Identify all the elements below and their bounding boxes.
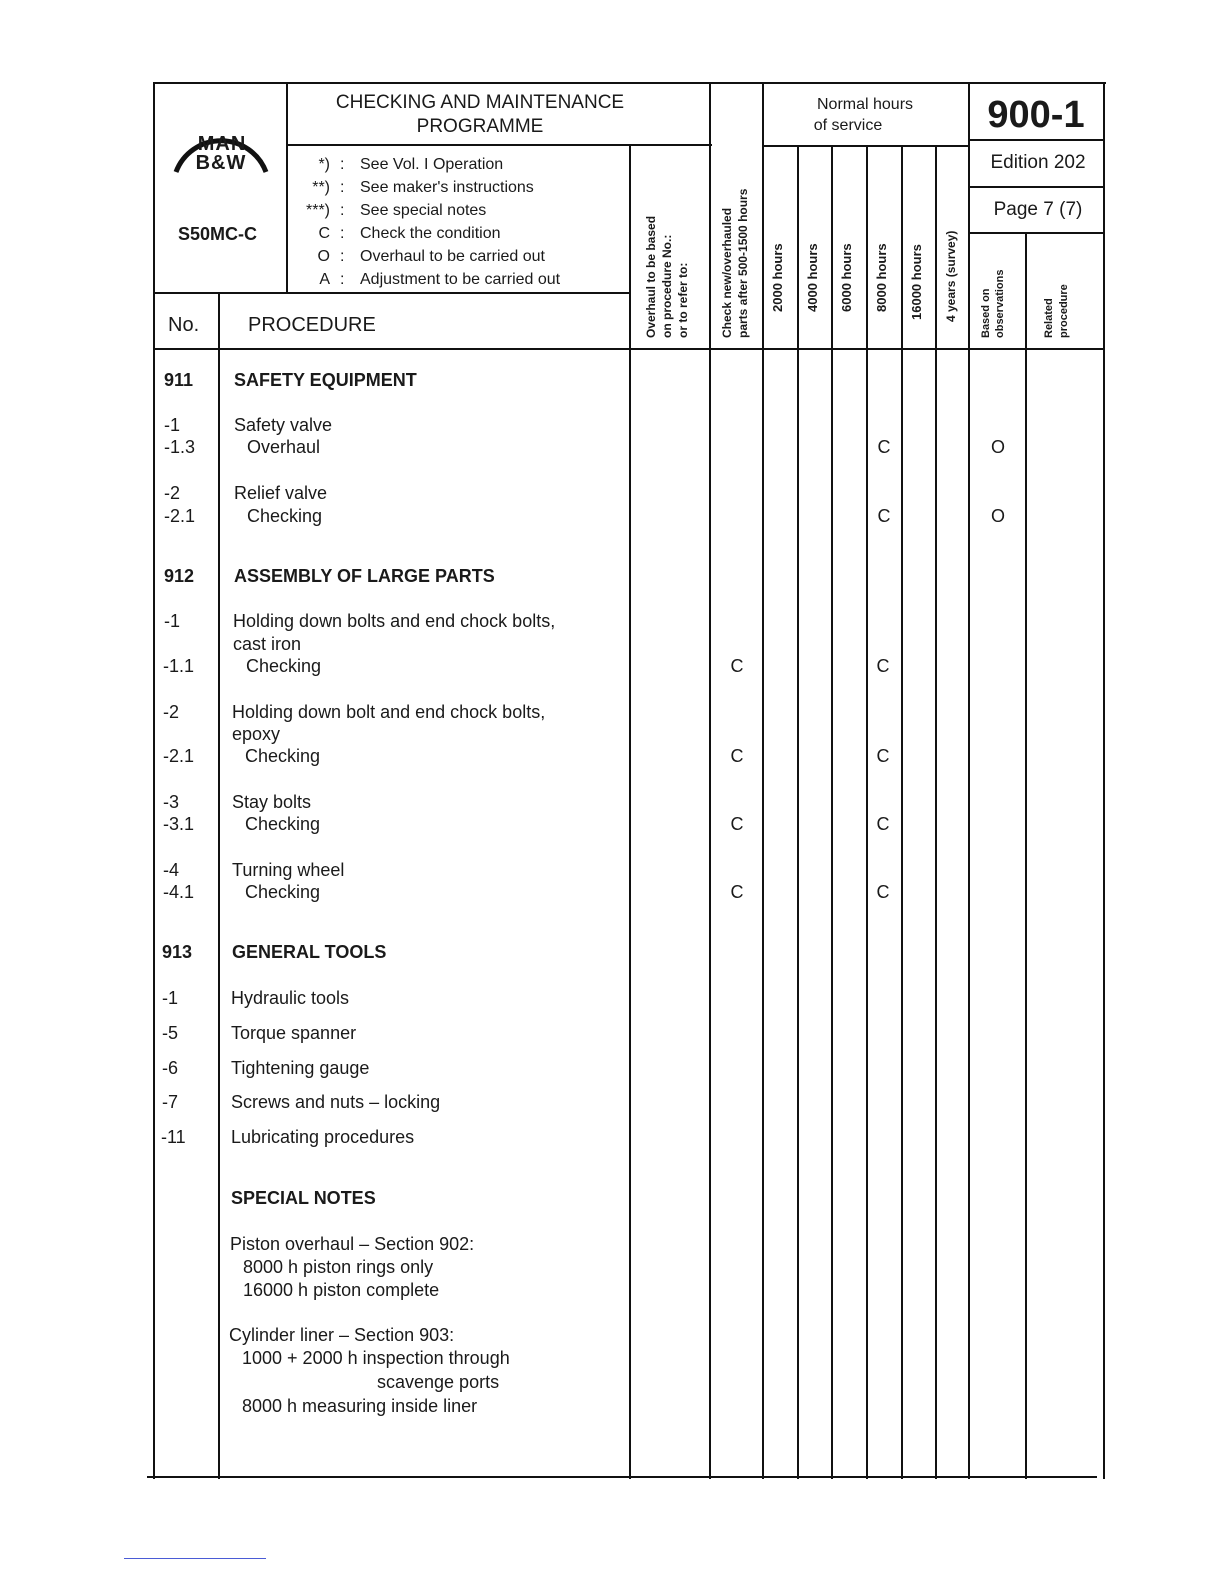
page-bottom-rule <box>968 232 1104 234</box>
mark-8000h: C <box>876 814 890 834</box>
col-header-overhaul-l1: Overhaul to be based <box>644 215 658 338</box>
row-number: -3 <box>163 792 180 812</box>
legend-symbol: A <box>319 271 330 288</box>
legend-text: See special notes <box>360 202 487 219</box>
row-number: -6 <box>162 1058 179 1078</box>
legend-symbol: C <box>318 225 330 242</box>
legend-symbol: ***) <box>305 202 330 219</box>
col-header-procedure: PROCEDURE <box>248 314 376 336</box>
row-procedure: Screws and nuts – locking <box>231 1092 441 1112</box>
row-procedure: Safety valve <box>234 415 333 435</box>
row-number: -1 <box>164 611 181 631</box>
service-header-l2: of service <box>813 117 883 134</box>
hours-header-rule <box>762 145 968 147</box>
col-header-overhaul-l2: on procedure No.: <box>660 234 674 338</box>
footer-rule <box>124 1558 266 1559</box>
legend-bottom-rule <box>154 292 630 294</box>
row-number: -4.1 <box>163 882 195 902</box>
service-header-l1: Normal hours <box>816 96 914 113</box>
no-column-divider <box>218 293 220 1479</box>
docno-bottom-rule <box>968 139 1104 141</box>
row-number: -2.1 <box>164 506 196 526</box>
row-number: -2 <box>164 483 181 503</box>
mark-based: O <box>990 506 1005 526</box>
col-header-check-l1: Check new/overhauled <box>720 207 734 338</box>
logo-divider <box>286 83 288 293</box>
mark-check: C <box>730 656 744 676</box>
legend-colon: : <box>340 271 345 288</box>
page-title-line2: PROGRAMME <box>416 116 544 137</box>
col-header-check-l2: parts after 500-1500 hours <box>736 188 750 338</box>
mark-8000h: C <box>877 506 891 526</box>
col-line-2000 <box>762 83 764 1479</box>
edition-bottom-rule <box>968 186 1104 188</box>
border-bottom <box>147 1476 1097 1478</box>
document-number: 900-1 <box>987 94 1085 136</box>
col-header-2000: 2000 hours <box>770 243 785 312</box>
col-line-4000 <box>797 146 799 1479</box>
row-procedure: Holding down bolt and end chock bolts, <box>232 702 546 722</box>
mark-8000h: C <box>877 437 891 457</box>
row-number: -7 <box>162 1092 179 1112</box>
legend-colon: : <box>340 225 345 242</box>
page-label: Page 7 (7) <box>993 199 1083 220</box>
legend-colon: : <box>340 179 345 196</box>
col-header-16000: 16000 hours <box>909 244 924 320</box>
special-notes-title: SPECIAL NOTES <box>231 1188 376 1208</box>
man-bw-logo <box>166 108 276 178</box>
col-header-6000: 6000 hours <box>839 243 854 312</box>
mark-8000h: C <box>876 746 890 766</box>
section-number: 913 <box>162 942 193 962</box>
row-procedure: Overhaul <box>247 437 321 457</box>
legend-text: Adjustment to be carried out <box>360 271 561 288</box>
row-number: -3.1 <box>163 814 195 834</box>
col-header-4years: 4 years (survey) <box>944 230 958 322</box>
row-procedure: Checking <box>245 814 321 834</box>
mark-8000h: C <box>876 882 890 902</box>
col-header-4000: 4000 hours <box>805 243 820 312</box>
col-header-overhaul-l3: or to refer to: <box>676 262 690 338</box>
row-procedure: Hydraulic tools <box>231 988 350 1008</box>
row-procedure-cont: epoxy <box>232 724 281 744</box>
row-number: -1 <box>162 988 179 1008</box>
legend-text: See maker's instructions <box>360 179 534 196</box>
mark-check: C <box>730 814 744 834</box>
col-header-based-l1: Based on <box>980 288 992 338</box>
legend-colon: : <box>340 202 345 219</box>
row-procedure: Lubricating procedures <box>231 1127 415 1147</box>
row-number: -1.3 <box>164 437 196 457</box>
row-procedure: Torque spanner <box>231 1023 357 1043</box>
col-header-8000: 8000 hours <box>874 243 889 312</box>
legend-symbol: **) <box>312 179 330 196</box>
page-title-line1: CHECKING AND MAINTENANCE <box>335 92 625 113</box>
section-number: 911 <box>164 370 194 390</box>
mark-check: C <box>730 746 744 766</box>
note-liner-line3: 8000 h measuring inside liner <box>242 1396 478 1416</box>
note-piston-line1: 8000 h piston rings only <box>243 1257 434 1277</box>
edition-label: Edition 202 <box>990 152 1086 173</box>
mark-based: O <box>990 437 1005 457</box>
col-header-related-l1: Related <box>1043 298 1055 338</box>
row-number: -11 <box>161 1127 186 1147</box>
row-procedure: Relief valve <box>234 483 328 503</box>
border-right <box>1103 82 1105 1479</box>
mark-check: C <box>730 882 744 902</box>
section-title: GENERAL TOOLS <box>232 942 387 962</box>
row-procedure: Checking <box>247 506 323 526</box>
legend-text: Overhaul to be carried out <box>360 248 545 265</box>
engine-type: S50MC-C <box>178 224 258 244</box>
row-procedure: Checking <box>245 882 321 902</box>
note-liner-line2: scavenge ports <box>377 1372 500 1392</box>
row-number: -4 <box>163 860 180 880</box>
row-procedure: Tightening gauge <box>231 1058 370 1078</box>
col-line-related <box>1025 233 1027 1479</box>
row-number: -1 <box>164 415 181 435</box>
legend-symbol: *) <box>318 156 330 173</box>
row-number: -1.1 <box>163 656 195 676</box>
note-liner-title: Cylinder liner – Section 903: <box>229 1325 455 1345</box>
row-procedure: Turning wheel <box>232 860 345 880</box>
row-number: -5 <box>162 1023 179 1043</box>
row-number: -2.1 <box>163 746 195 766</box>
col-line-4years <box>935 146 937 1479</box>
col-header-based-l2: observations <box>994 269 1006 338</box>
title-bottom-rule <box>287 144 712 146</box>
col-header-no: No. <box>168 314 200 336</box>
col-header-related-l2: procedure <box>1058 284 1070 338</box>
row-procedure: Stay bolts <box>232 792 312 812</box>
section-number: 912 <box>164 566 195 586</box>
note-piston-title: Piston overhaul – Section 902: <box>230 1234 475 1254</box>
legend-text: See Vol. I Operation <box>360 156 504 173</box>
legend-colon: : <box>340 248 345 265</box>
col-line-16000 <box>901 146 903 1479</box>
legend-text: Check the condition <box>360 225 501 242</box>
legend-symbol: O <box>317 248 330 265</box>
row-procedure: Holding down bolts and end chock bolts, <box>233 611 556 631</box>
mark-8000h: C <box>876 656 890 676</box>
legend-colon: : <box>340 156 345 173</box>
row-number: -2 <box>163 702 180 722</box>
section-title: ASSEMBLY OF LARGE PARTS <box>234 566 495 586</box>
note-piston-line2: 16000 h piston complete <box>243 1280 440 1300</box>
row-procedure: Checking <box>245 746 321 766</box>
logo-top-text: MAN <box>197 133 247 155</box>
row-procedure: Checking <box>246 656 322 676</box>
logo-bottom-text: B&W <box>195 152 247 174</box>
col-line-check <box>709 83 711 1479</box>
col-line-6000 <box>831 146 833 1479</box>
note-liner-line1: 1000 + 2000 h inspection through <box>242 1348 510 1368</box>
border-top <box>154 82 1106 84</box>
col-line-overhaul <box>629 146 631 1479</box>
col-line-based <box>968 83 970 1479</box>
section-title: SAFETY EQUIPMENT <box>234 370 417 390</box>
row-procedure-cont: cast iron <box>233 634 302 654</box>
col-line-8000 <box>866 146 868 1479</box>
